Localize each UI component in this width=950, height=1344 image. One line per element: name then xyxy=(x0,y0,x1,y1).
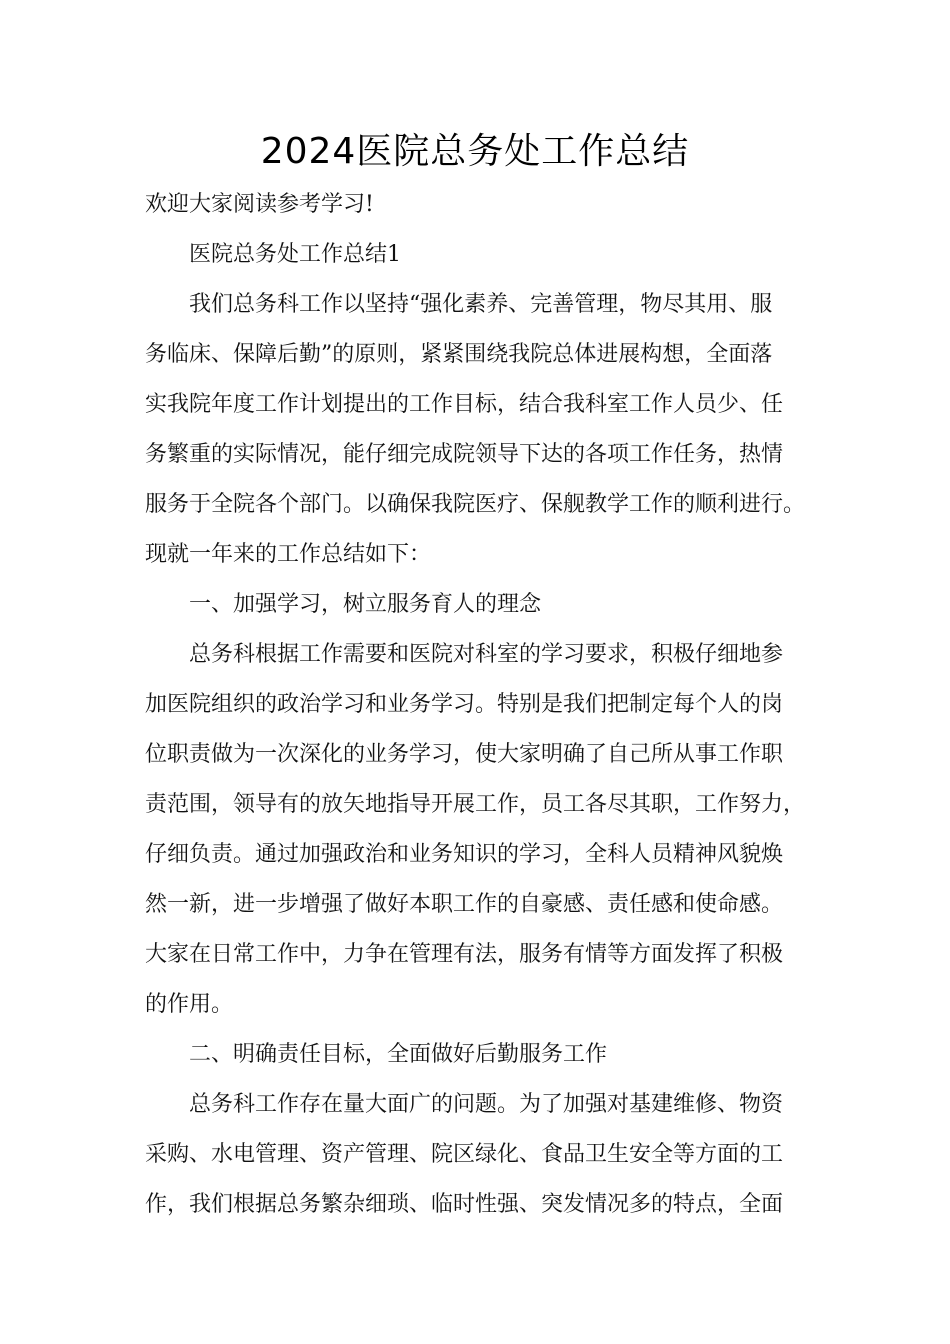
paragraph-line: 务繁重的实际情况，能仔细完成院领导下达的各项工作任务，热情 xyxy=(145,442,784,467)
paragraph-line: 仔细负责。通过加强政治和业务知识的学习，全科人员精神风貌焕 xyxy=(145,842,784,867)
paragraph-line: 务临床、保障后勤”的原则，紧紧围绕我院总体进展构想，全面落 xyxy=(145,342,773,367)
paragraph-line: 我们总务科工作以坚持“强化素养、完善管理，物尽其用、服 xyxy=(189,292,773,317)
paragraph-line: 责范围，领导有的放矢地指导开展工作，员工各尽其职，工作努力， xyxy=(145,792,806,817)
section-heading: 一、加强学习，树立服务育人的理念 xyxy=(189,592,542,617)
paragraph-line: 加医院组织的政治学习和业务学习。特别是我们把制定每个人的岗 xyxy=(145,692,784,717)
paragraph-line: 总务科工作存在量大面广的问题。为了加强对基建维修、物资 xyxy=(189,1092,784,1117)
document-body xyxy=(145,180,825,1230)
paragraph-line: 然一新，进一步增强了做好本职工作的自豪感、责任感和使命感。 xyxy=(145,892,784,917)
paragraph-line: 实我院年度工作计划提出的工作目标，结合我科室工作人员少、任 xyxy=(145,392,784,417)
paragraph-line: 的作用。 xyxy=(145,992,234,1017)
paragraph-line: 作，我们根据总务繁杂细琐、临时性强、突发情况多的特点，全面 xyxy=(145,1192,784,1217)
paragraph-line: 服务于全院各个部门。以确保我院医疗、保舰教学工作的顺利进行。 xyxy=(145,492,806,517)
paragraph-line: 采购、水电管理、资产管理、院区绿化、食品卫生安全等方面的工 xyxy=(145,1142,784,1167)
paragraph-line: 总务科根据工作需要和医院对科室的学习要求，积极仔细地参 xyxy=(189,642,784,667)
document-title: 2024医院总务处工作总结 xyxy=(260,131,690,172)
paragraph-line: 位职责做为一次深化的业务学习，使大家明确了自己所从事工作职 xyxy=(145,742,784,767)
section-heading: 医院总务处工作总结1 xyxy=(189,242,401,267)
paragraph-line: 大家在日常工作中，力争在管理有法，服务有情等方面发挥了积极 xyxy=(145,942,784,967)
section-heading: 二、明确责任目标，全面做好后勤服务工作 xyxy=(189,1042,608,1067)
intro-line: 欢迎大家阅读参考学习! xyxy=(145,192,374,217)
paragraph-line: 现就一年来的工作总结如下： xyxy=(145,542,432,567)
